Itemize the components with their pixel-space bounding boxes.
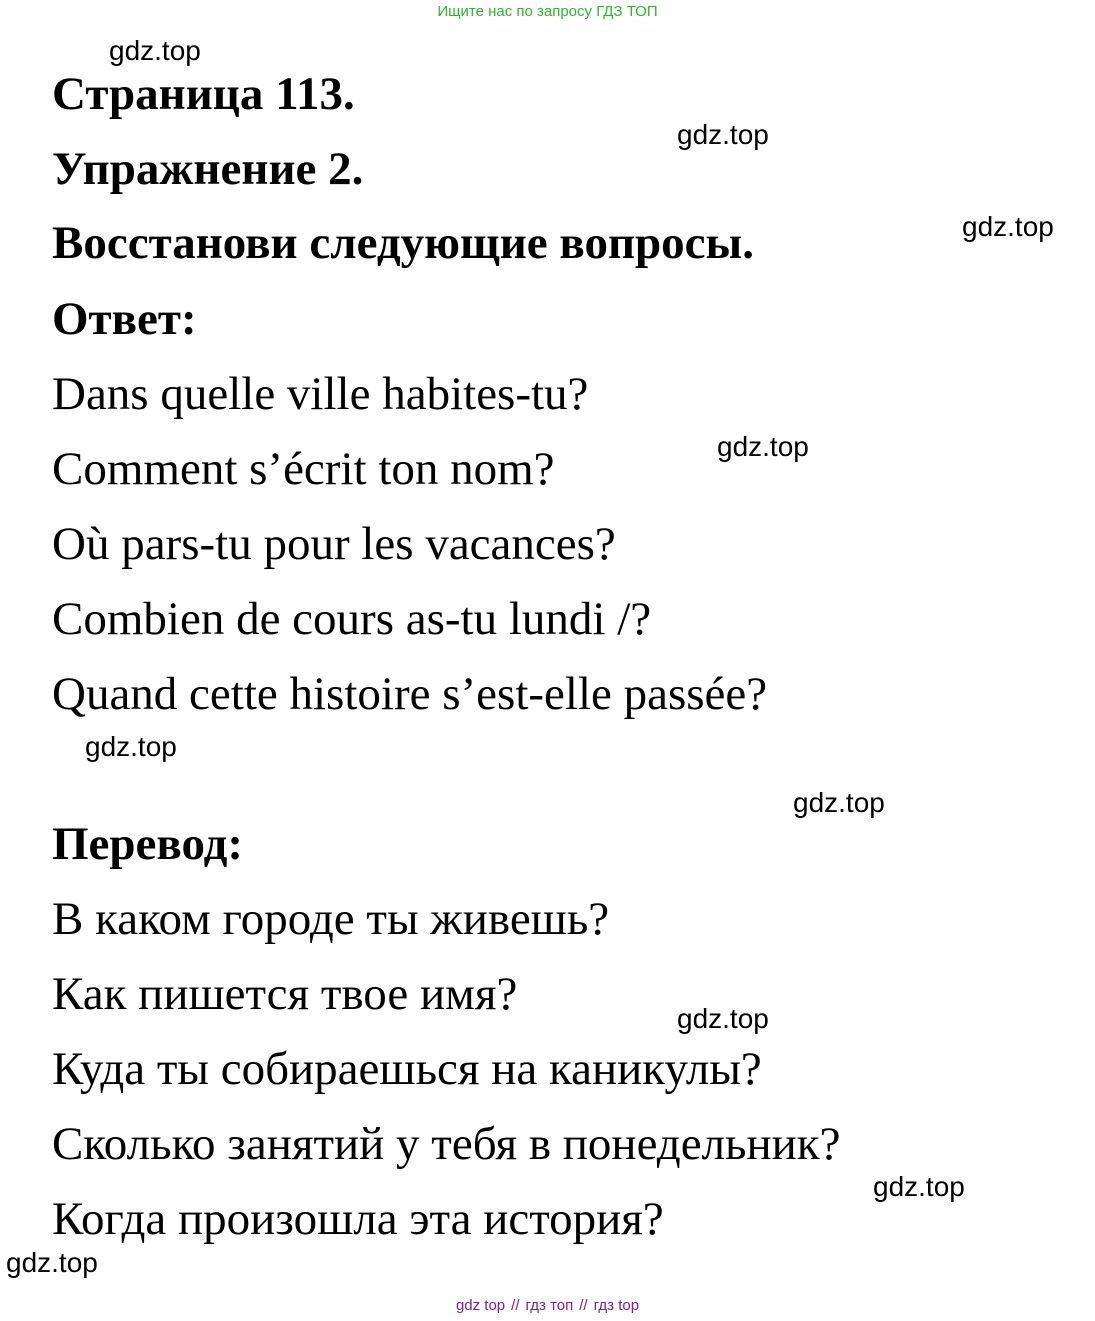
translation-heading: Перевод: [52,818,244,870]
watermark: gdz.top [109,35,201,66]
translation-line-2: Как пишется твое имя? [52,968,518,1020]
watermark: gdz.top [677,1003,769,1034]
translation-line-5: Когда произошла эта история? [52,1193,664,1245]
answer-line-3: Où pars-tu pour les vacances? [52,518,616,570]
translation-line-3: Куда ты собираешься на каникулы? [52,1043,762,1095]
answer-line-5: Quand cette histoire s’est-elle passée? [52,668,768,720]
watermark: gdz.top [6,1247,98,1278]
bottom-banner-part: гдз топ [525,1297,574,1314]
watermark: gdz.top [873,1171,965,1202]
answer-heading: Ответ: [52,293,197,345]
bottom-banner-separator: // [579,1297,588,1314]
bottom-banner-separator: // [511,1297,520,1314]
watermark: gdz.top [793,787,885,818]
top-banner: Ищите нас по запросу ГДЗ ТОП [437,3,658,20]
answer-line-4: Combien de cours as-tu lundi /? [52,593,652,645]
watermark: gdz.top [962,211,1054,242]
answer-line-1: Dans quelle ville habites-tu? [52,368,589,420]
bottom-banner-part: gdz top [455,1297,506,1314]
exercise-title: Упражнение 2. [52,143,364,195]
translation-line-1: В каком городе ты живешь? [52,893,610,945]
watermark: gdz.top [717,431,809,462]
task-text: Восстанови следующие вопросы. [52,217,754,269]
page-title: Страница 113. [52,68,355,120]
watermark: gdz.top [677,119,769,150]
translation-line-4: Сколько занятий у тебя в понедельник? [52,1118,841,1170]
watermark: gdz.top [85,731,177,762]
answer-line-2: Comment s’écrit ton nom? [52,443,555,495]
bottom-banner-part: гдз top [593,1297,640,1314]
bottom-banner [0,1296,1095,1316]
